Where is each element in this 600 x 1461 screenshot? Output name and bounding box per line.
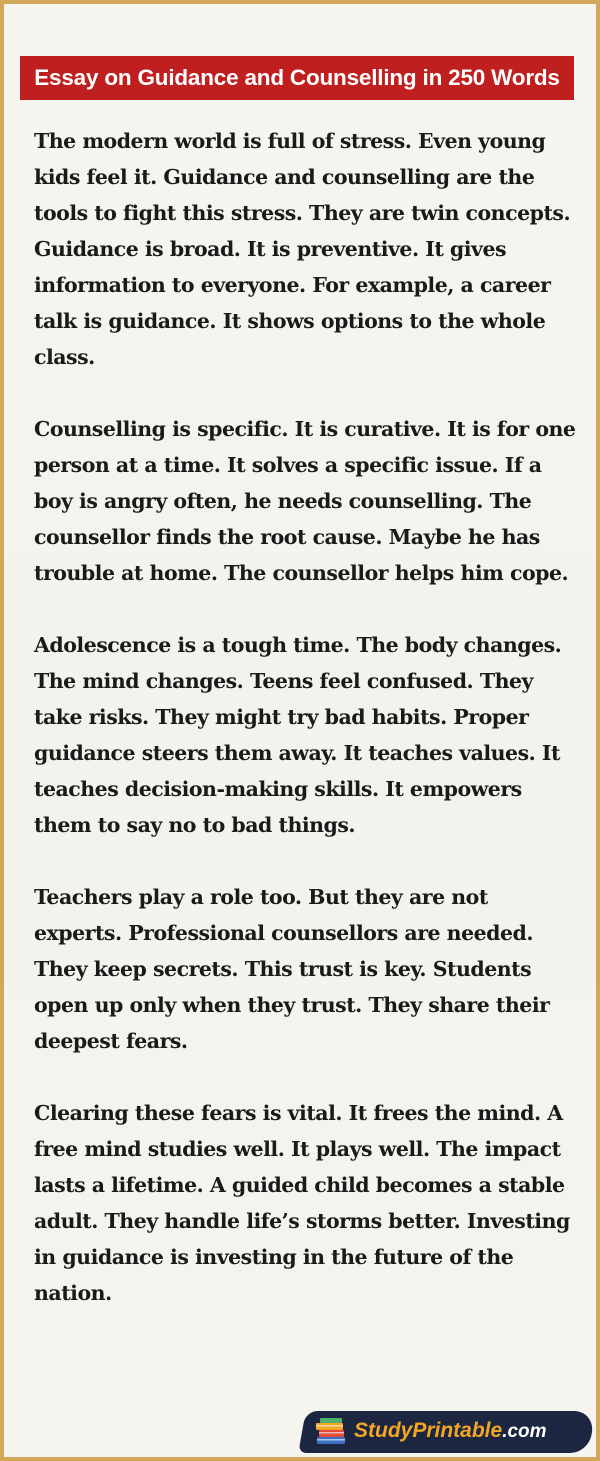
- logo-text-com: .com: [502, 1421, 547, 1442]
- essay-paragraph: Adolescence is a tough time. The body changes. The mind changes. Teens feel confused. They take risks. They might try bad habits. Proper guidance steers them away. It teaches values. It teaches decision-making skills. It empowers them to say no to bad things.: [34, 633, 562, 837]
- essay-body: [34, 123, 582, 1347]
- studyprintable-logo[interactable]: [302, 1409, 592, 1453]
- books-icon: [314, 1415, 348, 1447]
- essay-paragraph: Counselling is specific. It is curative. It is for one person at a time. It solves a specific issue. If a boy is angry often, he needs counselling. The counsellor finds the root cause. Maybe he has trouble at home. The counsellor helps him cope.: [34, 417, 576, 585]
- page-title: Essay on Guidance and Counselling in 250 Words: [20, 56, 574, 100]
- logo-text-printable: Printable: [412, 1419, 503, 1442]
- logo-text: [354, 1409, 547, 1453]
- essay-paragraph: The modern world is full of stress. Even young kids feel it. Guidance and counselling are the tools to fight this stress. They are twin concepts. Guidance is broad. It is preventive. It gives information to everyone. For example, a career talk is guidance. It shows options to the whole class.: [34, 129, 571, 369]
- essay-paragraph: Clearing these fears is vital. It frees the mind. A free mind studies well. It plays well. The impact lasts a lifetime. A guided child becomes a stable adult. They handle life’s storms better. Investing in guidance is investing in the future of the nation.: [34, 1101, 570, 1305]
- essay-paragraph: Teachers play a role too. But they are not experts. Professional counsellors are needed. They keep secrets. This trust is key. Students open up only when they trust. They share their deepest fears.: [34, 885, 550, 1053]
- logo-text-study: Study: [354, 1419, 413, 1442]
